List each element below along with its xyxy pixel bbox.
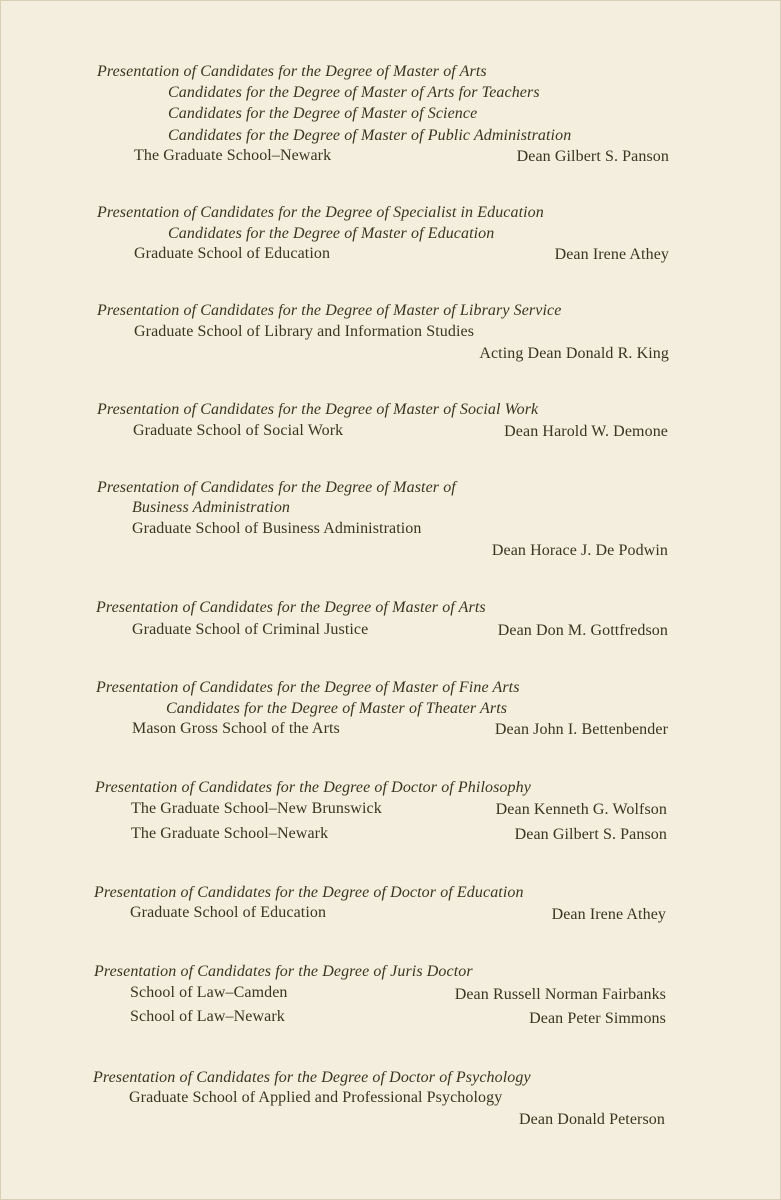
school-name: School of Law–Camden [130, 984, 288, 1001]
section-subheading: Candidates for the Degree of Master of Education [168, 225, 495, 242]
section-heading: Presentation of Candidates for the Degree of Master of [97, 479, 456, 496]
dean-name: Dean Irene Athey [551, 906, 666, 923]
section-heading-continued: Business Administration [132, 499, 291, 516]
section-subheading: Candidates for the Degree of Master of Theater Arts [166, 700, 508, 717]
school-name: The Graduate School–New Brunswick [131, 800, 382, 817]
section-subheading: Candidates for the Degree of Master of Arts for Teachers [168, 84, 540, 101]
dean-name: Dean Russell Norman Fairbanks [454, 986, 666, 1003]
school-name: Graduate School of Education [130, 904, 327, 921]
dean-name: Dean Don M. Gottfredson [497, 622, 668, 639]
section-heading: Presentation of Candidates for the Degree of Doctor of Education [94, 884, 524, 901]
section-heading: Presentation of Candidates for the Degree of Master of Library Service [97, 302, 562, 319]
dean-name: Dean Horace J. De Podwin [491, 542, 668, 559]
school-name: Graduate School of Education [134, 245, 331, 262]
school-name: The Graduate School–Newark [134, 147, 332, 164]
dean-name: Acting Dean Donald R. King [479, 345, 669, 362]
section-heading: Presentation of Candidates for the Degree of Doctor of Philosophy [95, 779, 531, 796]
section-heading: Presentation of Candidates for the Degree of Doctor of Psychology [93, 1069, 531, 1086]
school-name: Graduate School of Criminal Justice [132, 621, 369, 638]
school-name: Graduate School of Library and Information Studies [134, 323, 475, 340]
school-name: Mason Gross School of the Arts [132, 720, 340, 737]
section-subheading: Candidates for the Degree of Master of Science [168, 105, 478, 122]
dean-name: Dean John I. Bettenbender [494, 721, 668, 738]
section-subheading: Candidates for the Degree of Master of Public Administration [168, 127, 572, 144]
dean-name: Dean Irene Athey [554, 246, 669, 263]
dean-name: Dean Gilbert S. Panson [514, 826, 667, 843]
dean-name: Dean Donald Peterson [519, 1111, 665, 1128]
section-heading: Presentation of Candidates for the Degree of Specialist in Education [97, 204, 544, 221]
section-heading: Presentation of Candidates for the Degree of Master of Arts [97, 63, 487, 80]
section-heading: Presentation of Candidates for the Degree of Master of Social Work [97, 401, 539, 418]
school-name: Graduate School of Social Work [133, 422, 344, 439]
school-name: The Graduate School–Newark [131, 825, 329, 842]
section-heading: Presentation of Candidates for the Degree of Juris Doctor [94, 963, 473, 980]
school-name: Graduate School of Business Administration [132, 520, 422, 537]
dean-name: Dean Kenneth G. Wolfson [495, 801, 667, 818]
school-name: Graduate School of Applied and Professional Psychology [129, 1089, 503, 1106]
school-name: School of Law–Newark [130, 1008, 285, 1025]
section-heading: Presentation of Candidates for the Degree of Master of Arts [96, 599, 486, 616]
dean-name: Dean Gilbert S. Panson [516, 148, 669, 165]
section-heading: Presentation of Candidates for the Degree of Master of Fine Arts [96, 679, 520, 696]
dean-name: Dean Peter Simmons [529, 1010, 666, 1027]
dean-name: Dean Harold W. Demone [504, 423, 668, 440]
